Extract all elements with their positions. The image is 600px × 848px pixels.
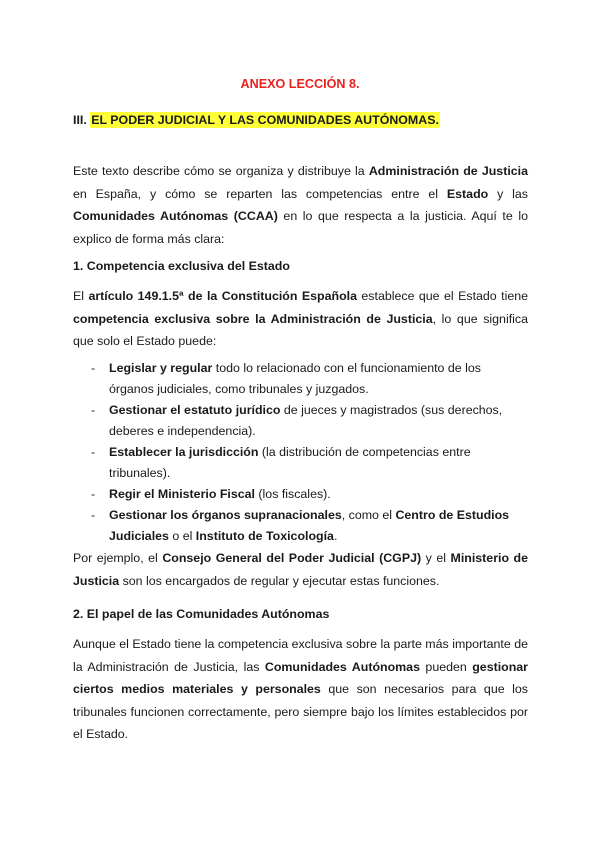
article-paragraph: El artículo 149.1.5ª de la Constitución Española establece que el Estado tiene competencia exclusiva sobre la Administración de Justicia, lo que significa que solo el Estado puede: <box>73 289 528 348</box>
section-heading <box>73 113 440 127</box>
heading-state-competence: 1. Competencia exclusiva del Estado <box>73 259 290 273</box>
list-item: - Establecer la jurisdicción (la distribución de competencias entre tribunales). <box>91 445 471 480</box>
example-paragraph: Por ejemplo, el Consejo General del Poder Judicial (CGPJ) y el Ministerio de Justicia son los encargados de regular y ejecutar estas funciones. <box>73 551 529 588</box>
heading-autonomous-communities: 2. El papel de las Comunidades Autónomas <box>73 607 330 621</box>
annex-title: ANEXO LECCIÓN 8. <box>240 77 360 91</box>
ccaa-paragraph: Aunque el Estado tiene la competencia exclusiva sobre la parte más importante de la Administración de Justicia, las Comunidades Autónomas pueden gestionar ciertos medios materiales y personales que son necesarios para que los tribunales funcionen correctamente, pero siempre bajo los límites establecidos por el Estado. <box>73 637 529 741</box>
list-item: - Legislar y regular todo lo relacionado con el funcionamiento de los órganos judiciales, como tribunales y juzgados. <box>91 361 481 396</box>
state-powers-list <box>91 358 511 547</box>
list-item: - Regir el Ministerio Fiscal (los fiscales). <box>91 487 331 501</box>
section-number: III. <box>73 113 87 127</box>
section-title: EL PODER JUDICIAL Y LAS COMUNIDADES AUTÓNOMAS. <box>91 113 439 127</box>
list-item: - Gestionar los órganos supranacionales, como el Centro de Estudios Judiciales o el Instituto de Toxicología. <box>91 508 510 543</box>
intro-paragraph: Este texto describe cómo se organiza y distribuye la Administración de Justicia en España, y cómo se reparten las competencias entre el Estado y las Comunidades Autónomas (CCAA) en lo que respecta a la justicia. Aquí te lo explico de forma más clara: <box>73 164 528 246</box>
list-item: - Gestionar el estatuto jurídico de jueces y magistrados (sus derechos, deberes e independencia). <box>91 403 503 438</box>
